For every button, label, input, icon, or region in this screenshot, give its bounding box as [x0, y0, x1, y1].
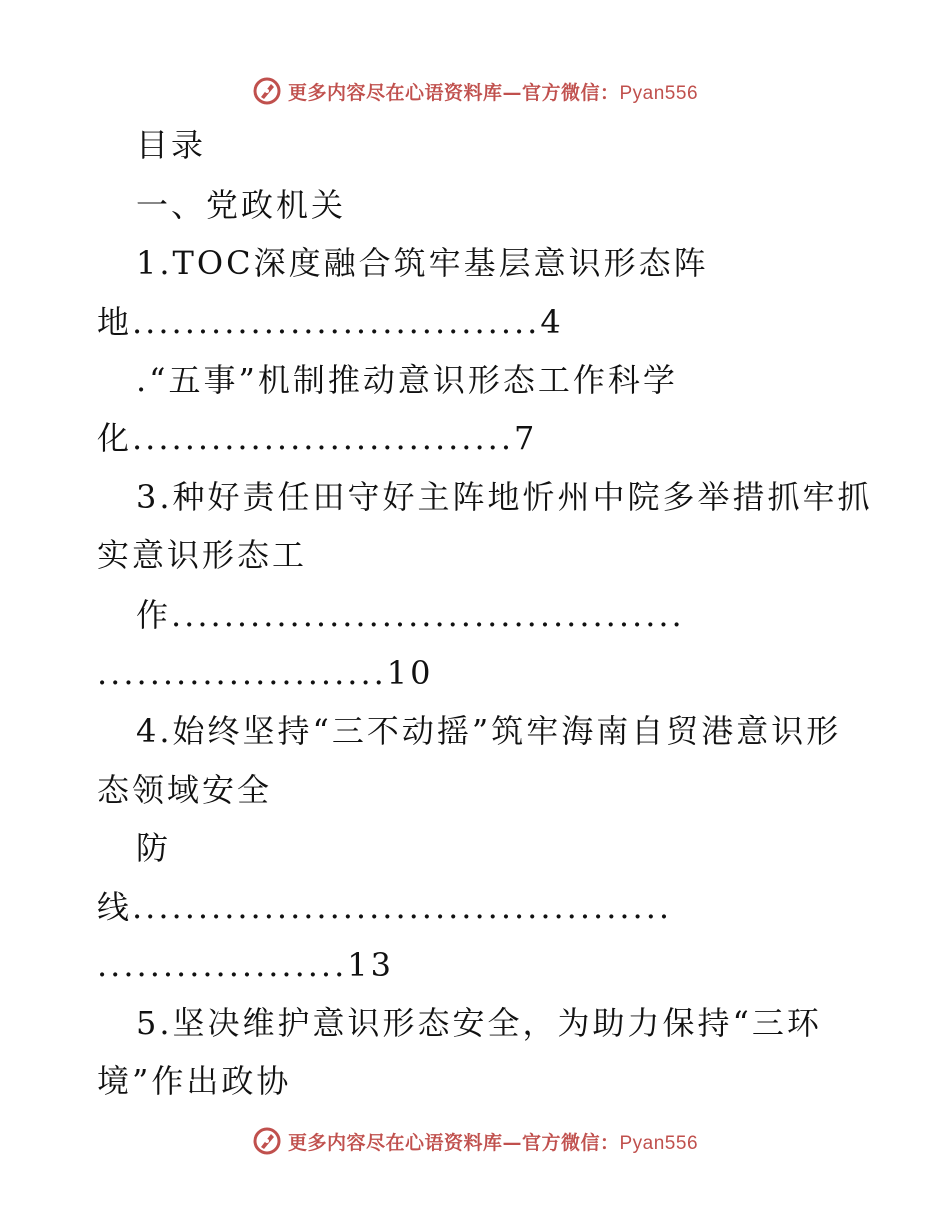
toc-entry-line: 1.TOC深度融合筑牢基层意识形态阵 [136, 244, 709, 282]
toc-entry-line: 4.始终坚持“三不动摇”筑牢海南自贸港意识形 [136, 712, 842, 750]
toc-entry-line: 线......................................... [97, 888, 673, 926]
toc-entry-line: .“五事”机制推动意识形态工作科学 [136, 361, 678, 399]
watermark-text: 更多内容尽在心语资料库—官方微信：Pyan556 [287, 81, 699, 104]
toc-title: 目录 [136, 126, 207, 164]
toc-entry-line: 3.种好责任田守好主阵地忻州中院多举措抓牢抓 [136, 478, 873, 516]
toc-entry-line: 实意识形态工 [97, 536, 308, 574]
toc-entry-line: ......................10 [97, 654, 434, 692]
toc-entry-line: 化.............................7 [97, 419, 538, 457]
toc-entry-line: 5.坚决维护意识形态安全，为助力保持“三环 [136, 1004, 822, 1042]
footer-watermark [0, 1121, 950, 1161]
toc-entry-line: 态领域安全 [97, 771, 273, 809]
toc-entry-line: 防 [136, 829, 172, 867]
toc-entry-line: 地...............................4 [97, 303, 564, 341]
pen-nib-circle-icon [252, 1126, 282, 1156]
toc-entry-line: 境”作出政协 [97, 1062, 292, 1100]
toc-section-heading: 一、党政机关 [136, 186, 347, 224]
toc-entry-line: ...................13 [97, 946, 394, 984]
watermark-text: 更多内容尽在心语资料库—官方微信：Pyan556 [287, 1131, 699, 1154]
toc-entry-line: 作....................................... [136, 596, 685, 634]
